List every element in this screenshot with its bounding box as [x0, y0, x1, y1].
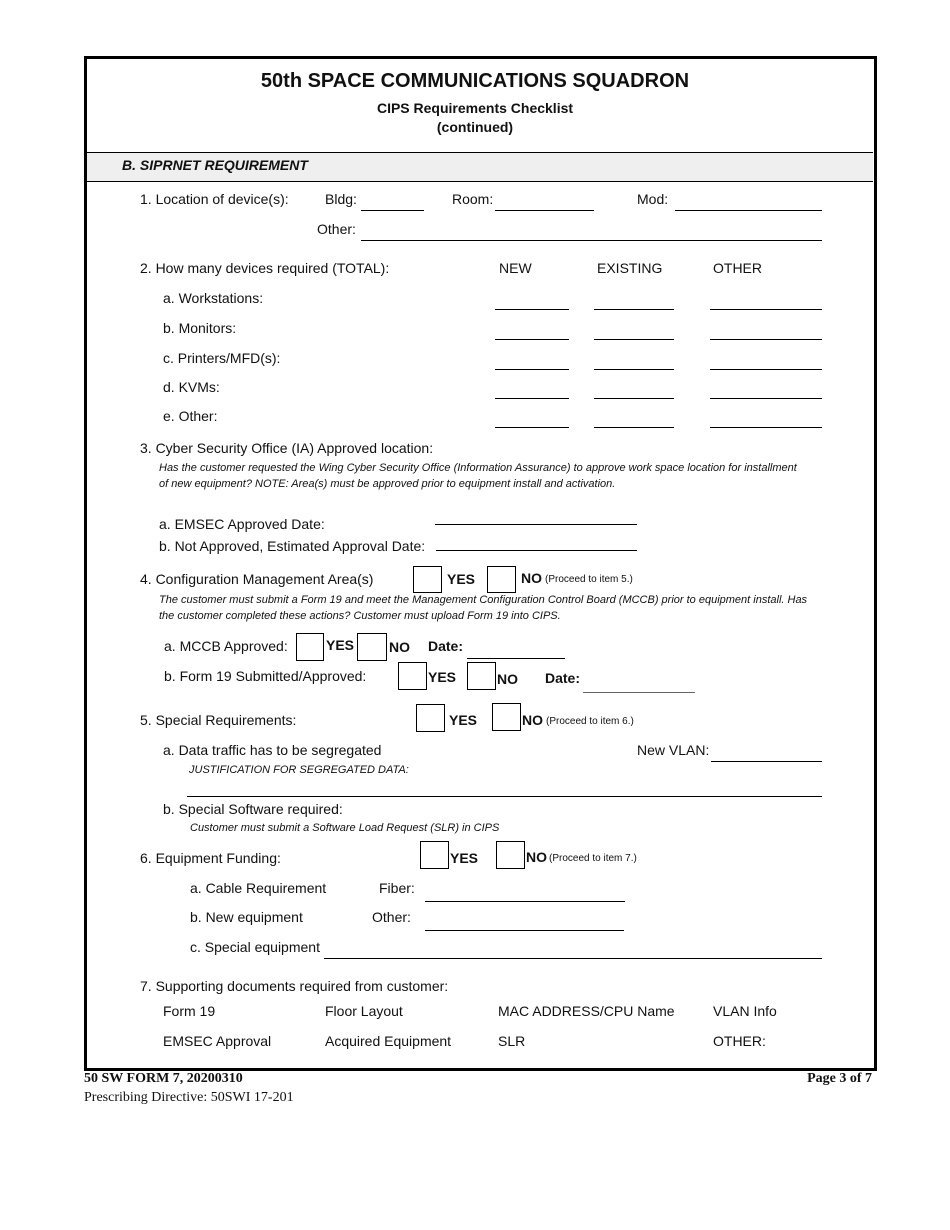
segregated-label: a. Data traffic has to be segregated: [163, 742, 382, 758]
q1-label: 1. Location of device(s):: [140, 191, 289, 207]
form19-no-label: NO: [497, 671, 518, 687]
org-title: 50th SPACE COMMUNICATIONS SQUADRON: [260, 70, 690, 92]
doc-slr: SLR: [498, 1033, 526, 1049]
col-other: OTHER: [713, 260, 762, 276]
kvms-new[interactable]: [495, 398, 569, 399]
form19-no-checkbox[interactable]: [467, 662, 496, 690]
q5-no-label: NO: [522, 712, 543, 728]
mccb-yes-checkbox[interactable]: [296, 633, 324, 661]
fiber-field[interactable]: [425, 901, 625, 902]
bldg-label: Bldg:: [325, 191, 357, 207]
prescribing-directive: Prescribing Directive: 50SWI 17-201: [84, 1090, 294, 1105]
doc-emsec-approval: EMSEC Approval: [163, 1033, 272, 1049]
q5-yes-label: YES: [449, 712, 478, 728]
doc-floor-layout: Floor Layout: [325, 1003, 403, 1019]
q4-note: The customer must submit a Form 19 and meet the Management Configuration Control Board (MCCB) prior to equipment install. Has the customer completed these actions? Customer must upload Form 19 into CIPS.: [159, 594, 808, 622]
new-equipment-label: b. New equipment: [190, 909, 303, 925]
q4-label: 4. Configuration Management Area(s): [140, 571, 374, 587]
fiber-label: Fiber:: [379, 880, 415, 896]
row-other-devices: e. Other:: [163, 408, 218, 424]
form19-date-field[interactable]: [583, 692, 695, 693]
section-title: B. SIPRNET REQUIREMENT: [122, 157, 308, 173]
funding-other-field[interactable]: [425, 930, 624, 931]
form19-date-label: Date:: [545, 670, 581, 686]
q6-no-checkbox[interactable]: [496, 841, 525, 869]
monitors-new[interactable]: [495, 339, 569, 340]
room-label: Room:: [452, 191, 494, 207]
other-location-label: Other:: [317, 221, 356, 237]
other-devices-existing[interactable]: [594, 427, 674, 428]
doc-form19: Form 19: [163, 1003, 216, 1019]
estimated-approval-date-field[interactable]: [436, 550, 637, 551]
new-vlan-label: New VLAN:: [637, 742, 710, 758]
mod-field[interactable]: [675, 210, 822, 211]
bldg-field[interactable]: [361, 210, 424, 211]
workstations-existing[interactable]: [594, 309, 674, 310]
printers-other[interactable]: [710, 369, 822, 370]
form19-label: b. Form 19 Submitted/Approved:: [164, 668, 367, 684]
workstations-other[interactable]: [710, 309, 822, 310]
new-vlan-field[interactable]: [711, 761, 822, 762]
mccb-date-field[interactable]: [467, 658, 565, 659]
form19-yes-label: YES: [428, 669, 457, 685]
q4-no-label: NO: [521, 570, 542, 586]
form-id: 50 SW FORM 7, 20200310: [84, 1071, 243, 1086]
page-number: Page 3 of 7: [807, 1071, 872, 1086]
row-monitors: b. Monitors:: [163, 320, 237, 336]
room-field[interactable]: [495, 210, 594, 211]
funding-other-label: Other:: [372, 909, 411, 925]
doc-other: OTHER:: [713, 1033, 766, 1049]
mod-label: Mod:: [637, 191, 669, 207]
q6-yes-label: YES: [450, 850, 479, 866]
q5-label: 5. Special Requirements:: [140, 712, 297, 728]
other-devices-new[interactable]: [495, 427, 569, 428]
form-title: CIPS Requirements Checklist: [376, 100, 574, 116]
q7-label: 7. Supporting documents required from customer:: [140, 978, 449, 994]
col-existing: EXISTING: [597, 260, 663, 276]
q6-no-label: NO: [526, 849, 547, 865]
emsec-approved-label: a. EMSEC Approved Date:: [159, 516, 325, 532]
q2-label: 2. How many devices required (TOTAL):: [140, 260, 390, 276]
form19-yes-checkbox[interactable]: [398, 662, 427, 690]
q5-yes-checkbox[interactable]: [416, 704, 445, 732]
doc-vlan-info: VLAN Info: [713, 1003, 777, 1019]
q6-label: 6. Equipment Funding:: [140, 850, 281, 866]
col-new: NEW: [499, 260, 532, 276]
q5-no-checkbox[interactable]: [492, 703, 521, 731]
q5-proceed-note: (Proceed to item 6.): [546, 716, 634, 727]
q4-yes-label: YES: [447, 571, 476, 587]
printers-new[interactable]: [495, 369, 569, 370]
special-equipment-field[interactable]: [324, 958, 822, 959]
emsec-approved-date-field[interactable]: [435, 524, 637, 525]
row-kvms: d. KVMs:: [163, 379, 220, 395]
workstations-new[interactable]: [495, 309, 569, 310]
cable-requirement-label: a. Cable Requirement: [190, 880, 327, 896]
special-software-label: b. Special Software required:: [163, 801, 343, 817]
justification-field[interactable]: [187, 796, 822, 797]
row-workstations: a. Workstations:: [163, 290, 264, 306]
mccb-yes-label: YES: [326, 637, 355, 653]
row-printers: c. Printers/MFD(s):: [163, 350, 281, 366]
not-approved-label: b. Not Approved, Estimated Approval Date:: [159, 538, 426, 554]
monitors-existing[interactable]: [594, 339, 674, 340]
mccb-approved-label: a. MCCB Approved:: [164, 638, 288, 654]
special-software-note: Customer must submit a Software Load Request (SLR) in CIPS: [190, 822, 500, 834]
continued-label: (continued): [436, 119, 514, 135]
q6-yes-checkbox[interactable]: [420, 841, 449, 869]
mccb-date-label: Date:: [428, 638, 464, 654]
q3-note: Has the customer requested the Wing Cyber Security Office (Information Assurance) to approve work space location for installment of new equipment? NOTE: Area(s) must be approved prior to equipment install and activation.: [159, 462, 797, 490]
q6-proceed-note: (Proceed to item 7.): [549, 853, 637, 864]
kvms-existing[interactable]: [594, 398, 674, 399]
special-equipment-label: c. Special equipment: [190, 939, 320, 955]
doc-acquired-equipment: Acquired Equipment: [325, 1033, 452, 1049]
other-devices-other[interactable]: [710, 427, 822, 428]
mccb-no-checkbox[interactable]: [357, 633, 387, 661]
kvms-other[interactable]: [710, 398, 822, 399]
mccb-no-label: NO: [389, 639, 410, 655]
q4-proceed-note: (Proceed to item 5.): [545, 574, 633, 585]
q3-label: 3. Cyber Security Office (IA) Approved location:: [140, 440, 434, 456]
printers-existing[interactable]: [594, 369, 674, 370]
monitors-other[interactable]: [710, 339, 822, 340]
q4-yes-checkbox[interactable]: [413, 566, 442, 593]
doc-mac-address: MAC ADDRESS/CPU Name: [498, 1003, 675, 1019]
other-location-field[interactable]: [361, 240, 822, 241]
q4-no-checkbox[interactable]: [487, 566, 516, 593]
justification-label: JUSTIFICATION FOR SEGREGATED DATA:: [189, 764, 409, 776]
